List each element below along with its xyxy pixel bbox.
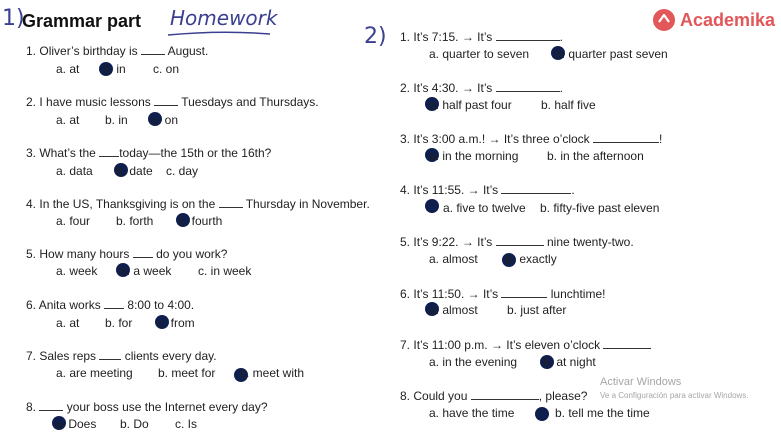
right-q2: 2. It’s 4:30. → It’s . (400, 81, 563, 95)
right-q7-opt-a[interactable]: a. in the evening (429, 355, 518, 369)
left-q1-opt-a[interactable]: a. at (56, 62, 80, 76)
left-q5-opt-b[interactable]: b. a week (120, 264, 172, 278)
left-q8-opt-a[interactable]: a. Does (55, 417, 97, 431)
left-q4: 4. In the US, Thanksgiving is on the Thursday in November. (26, 197, 370, 211)
right-section-number: 2) (364, 24, 387, 49)
answer-mark (535, 407, 549, 421)
right-q4: 4. It’s 11:55. → It’s . (400, 183, 575, 197)
answer-mark (425, 199, 439, 213)
left-q3-opt-a[interactable]: a. data (56, 164, 93, 178)
left-q3-opt-c[interactable]: c. day (166, 164, 199, 178)
brand-logo (652, 8, 775, 32)
right-q2-opt-b[interactable]: b. half five (541, 98, 596, 112)
left-q5: 5. How many hours do you work? (26, 247, 228, 261)
right-q8-opt-a[interactable]: a. have the time (429, 406, 515, 420)
right-q2-opt-a[interactable]: a. half past four (429, 98, 512, 112)
activation-watermark-title: Activar Windows (600, 376, 682, 388)
right-q4-opt-b[interactable]: b. fifty-five past eleven (540, 201, 660, 215)
left-q1: 1. Oliver’s birthday is August. (26, 44, 209, 58)
right-q6-opt-b[interactable]: b. just after (507, 303, 567, 317)
left-q6: 6. Anita works 8:00 to 4:00. (26, 298, 195, 312)
right-q5-opt-a[interactable]: a. almost (429, 252, 478, 266)
left-q5-opt-c[interactable]: c. in week (198, 264, 252, 278)
left-q7-opt-c[interactable]: c. meet with (240, 366, 305, 380)
left-q8-opt-c[interactable]: c. Is (175, 417, 198, 431)
left-q2-opt-b[interactable]: b. in (105, 113, 128, 127)
homework-underline (166, 29, 276, 39)
left-q4-opt-c[interactable]: c. fourth (179, 214, 223, 228)
left-q6-opt-a[interactable]: a. at (56, 316, 80, 330)
right-q6: 6. It’s 11:50. → It’s lunchtime! (400, 287, 606, 301)
right-q8: 8. Could you , please? (400, 389, 588, 403)
left-q2-opt-c[interactable]: c. on (152, 113, 179, 127)
left-q8-opt-b[interactable]: b. Do (120, 417, 149, 431)
right-q5: 5. It’s 9:22. → It’s nine twenty-two. (400, 235, 634, 249)
left-q6-opt-c[interactable]: c. from (158, 316, 195, 330)
right-q3-opt-b[interactable]: b. in the afternoon (547, 149, 644, 163)
left-q2-opt-a[interactable]: a. at (56, 113, 80, 127)
right-q8-opt-b[interactable]: b. tell me the time (555, 406, 650, 420)
right-q1: 1. It’s 7:15. → It’s . (400, 30, 563, 44)
right-q1-opt-a[interactable]: a. quarter to seven (429, 47, 530, 61)
left-q7: 7. Sales reps clients every day. (26, 349, 217, 363)
left-q3-opt-b[interactable]: b. date (116, 164, 153, 178)
right-q1-opt-b[interactable]: b. quarter past seven (555, 47, 668, 61)
left-q3: 3. What’s the today—the 15th or the 16th? (26, 146, 272, 160)
left-q5-opt-a[interactable]: a. week (56, 264, 98, 278)
right-q3-opt-a[interactable]: a. in the morning (429, 149, 519, 163)
right-q4-opt-a[interactable]: a. five to twelve (443, 201, 526, 215)
academika-logo-icon (652, 8, 676, 32)
left-q6-opt-b[interactable]: b. for (105, 316, 133, 330)
right-q7: 7. It’s 11:00 p.m. → It’s eleven o’clock (400, 338, 651, 352)
right-q5-opt-b[interactable]: b. exactly (506, 252, 557, 266)
left-section-number: 1) (2, 6, 25, 31)
left-q2: 2. I have music lessons Tuesdays and Thursdays. (26, 95, 319, 109)
right-q6-opt-a[interactable]: a. almost (429, 303, 478, 317)
left-q4-opt-b[interactable]: b. forth (116, 214, 154, 228)
right-q3: 3. It’s 3:00 a.m.! → It’s three o’clock ! (400, 132, 663, 146)
brand-name: Academika (680, 9, 776, 30)
left-q1-opt-b[interactable]: b. in (103, 62, 126, 76)
homework-label: Homework (170, 6, 278, 30)
left-q7-opt-a[interactable]: a. are meeting (56, 366, 133, 380)
left-q4-opt-a[interactable]: a. four (56, 214, 91, 228)
left-q1-opt-c[interactable]: c. on (153, 62, 180, 76)
page-title: Grammar part (22, 11, 142, 31)
left-q8: 8. your boss use the Internet every day? (26, 400, 268, 414)
left-q7-opt-b[interactable]: b. meet for (158, 366, 216, 380)
activation-watermark-subtitle: Ve a Configuración para activar Windows. (600, 391, 749, 400)
right-q7-opt-b[interactable]: b. at night (543, 355, 596, 369)
